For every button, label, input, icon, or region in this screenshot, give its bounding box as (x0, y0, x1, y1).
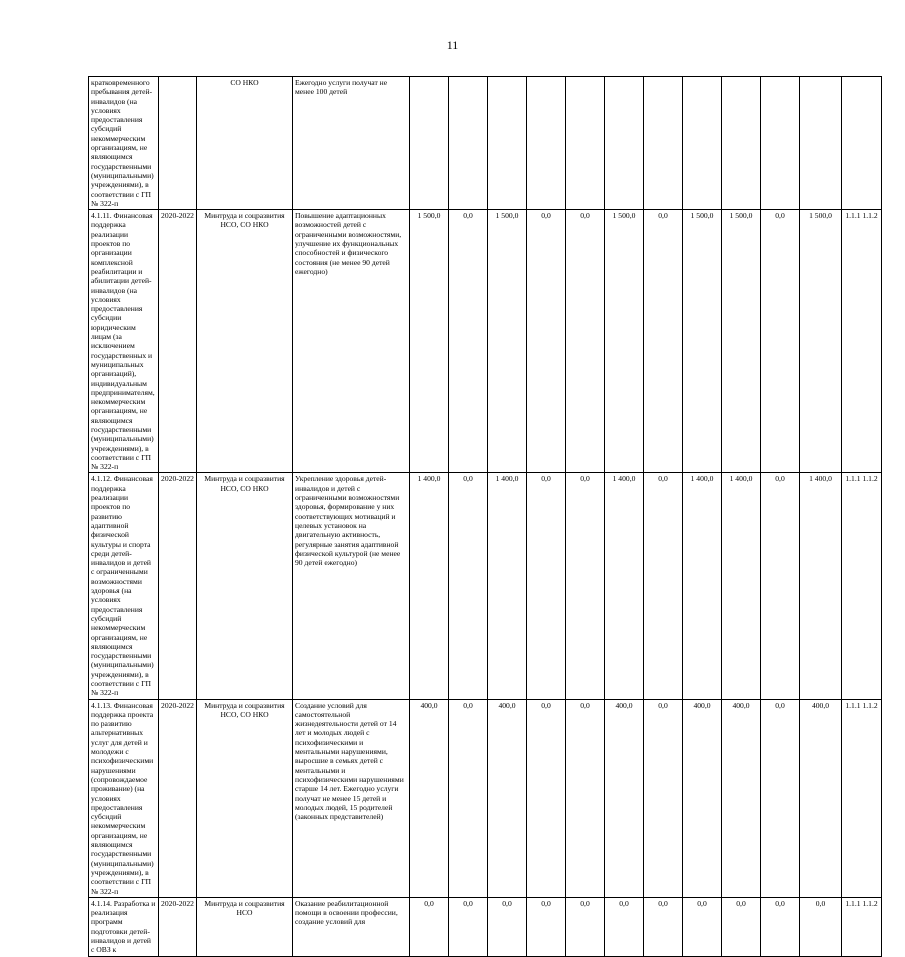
funding-value-cell: 0,0 (527, 473, 566, 699)
period-cell: 2020-2022 (159, 897, 197, 956)
funding-value-cell: 1 400,0 (800, 473, 842, 699)
funding-value-cell: 0,0 (761, 897, 800, 956)
expected-result-cell: Повышение адаптационных возможностей детей с ограниченными возможностями, улучшение их функциональных способностей и физического состояния (не менее 90 детей ежегодно) (293, 210, 410, 473)
indicator-cell: 1.1.1 1.1.2 (842, 699, 882, 897)
activity-description: кратковременного пребывания детей-инвалидов (на условиях предоставления субсидий некоммерческим организациям, не являющимся государственными (муниципальными) учреждениями), в соответствии с ГП № 322-п (89, 77, 159, 210)
funding-value-cell (488, 77, 527, 210)
funding-value-cell (566, 77, 605, 210)
funding-value-cell: 1 500,0 (683, 210, 722, 473)
funding-value-cell: 0,0 (566, 897, 605, 956)
period-cell (159, 77, 197, 210)
funding-value-cell: 400,0 (800, 699, 842, 897)
table-row (89, 77, 882, 210)
funding-value-cell: 0,0 (527, 699, 566, 897)
activity-description: 4.1.11. Финансовая поддержка реализации проектов по организации комплексной реабилитации и абилитации детей-инвалидов (на условиях предоставления субсидии юридическим лицам (за исключением государственных и муниципальных организаций), индивидуальным предпринимателям, некоммерческим организациям, не являющимся государственными (муниципальными) учреждениями), в соответствии с ГП № 322-п (89, 210, 159, 473)
funding-value-cell: 0,0 (566, 699, 605, 897)
funding-value-cell: 1 400,0 (605, 473, 644, 699)
executor-cell: СО НКО (197, 77, 293, 210)
funding-value-cell: 0,0 (449, 210, 488, 473)
funding-value-cell: 1 400,0 (683, 473, 722, 699)
funding-value-cell: 0,0 (449, 699, 488, 897)
funding-value-cell: 1 400,0 (410, 473, 449, 699)
expected-result-cell: Ежегодно услуги получат не менее 100 детей (293, 77, 410, 210)
funding-value-cell: 0,0 (527, 210, 566, 473)
funding-value-cell: 0,0 (644, 699, 683, 897)
indicator-cell: 1.1.1 1.1.2 (842, 473, 882, 699)
funding-value-cell: 0,0 (761, 210, 800, 473)
executor-cell: Минтруда и соцразвития НСО, СО НКО (197, 473, 293, 699)
executor-cell: Минтруда и соцразвития НСО, СО НКО (197, 699, 293, 897)
activity-description: 4.1.13. Финансовая поддержка проекта по развитию альтернативных услуг для детей и молодежи с психофизическими нарушениями (сопровождаемое проживание) (на условиях предоставления субсидий некоммерческим организациям, не являющимся государственными (муниципальными) учреждениями), в соответствии с ГП № 322-п (89, 699, 159, 897)
funding-value-cell: 0,0 (761, 473, 800, 699)
funding-value-cell: 0,0 (410, 897, 449, 956)
expected-result-cell: Укрепление здоровья детей-инвалидов и детей с ограниченными возможностями здоровья, формирование у них соответствующих мотиваций и целевых установок на двигательную активность, регулярные занятия адаптивной физической культурой (не менее 90 детей ежегодно) (293, 473, 410, 699)
funding-value-cell: 1 400,0 (488, 473, 527, 699)
funding-value-cell: 400,0 (488, 699, 527, 897)
funding-value-cell: 400,0 (605, 699, 644, 897)
period-cell: 2020-2022 (159, 699, 197, 897)
funding-value-cell: 400,0 (410, 699, 449, 897)
funding-value-cell (683, 77, 722, 210)
funding-value-cell: 1 500,0 (410, 210, 449, 473)
funding-value-cell: 1 500,0 (605, 210, 644, 473)
indicator-cell: 1.1.1 1.1.2 (842, 210, 882, 473)
funding-value-cell: 1 400,0 (722, 473, 761, 699)
funding-value-cell: 400,0 (722, 699, 761, 897)
funding-value-cell (800, 77, 842, 210)
funding-value-cell: 1 500,0 (800, 210, 842, 473)
activity-description: 4.1.12. Финансовая поддержка реализации проектов по развитию адаптивной физической культуры и спорта среди детей-инвалидов и детей с ограниченными возможностями здоровья (на условиях предоставления субсидий некоммерческим организациям, не являющимся государственными (муниципальными) учреждениями), в соответствии с ГП № 322-п (89, 473, 159, 699)
indicator-cell (842, 77, 882, 210)
funding-value-cell: 1 500,0 (488, 210, 527, 473)
table-row (89, 210, 882, 473)
funding-value-cell: 0,0 (488, 897, 527, 956)
funding-value-cell (605, 77, 644, 210)
activity-description: 4.1.14. Разработка и реализация программ подготовки детей-инвалидов и детей с ОВЗ к (89, 897, 159, 956)
table-row (89, 897, 882, 956)
expected-result-cell: Оказание реабилитационной помощи в освоении профессии, создание условий для (293, 897, 410, 956)
funding-value-cell (527, 77, 566, 210)
funding-value-cell: 0,0 (449, 473, 488, 699)
funding-value-cell: 0,0 (722, 897, 761, 956)
funding-value-cell (410, 77, 449, 210)
funding-value-cell (761, 77, 800, 210)
funding-value-cell (722, 77, 761, 210)
funding-value-cell: 0,0 (800, 897, 842, 956)
period-cell: 2020-2022 (159, 210, 197, 473)
expected-result-cell: Создание условий для самостоятельной жизнедеятельности детей от 14 лет и молодых людей с психофизическими и ментальными нарушениями, выросшие в семьях детей с ментальными и психофизическими нарушениями старше 14 лет. Ежегодно услуги получат не менее 15 детей и молодых людей, 15 родителей (законных представителей) (293, 699, 410, 897)
funding-value-cell: 0,0 (605, 897, 644, 956)
funding-value-cell: 1 500,0 (722, 210, 761, 473)
funding-value-cell: 0,0 (527, 897, 566, 956)
indicator-cell: 1.1.1 1.1.2 (842, 897, 882, 956)
funding-value-cell: 0,0 (644, 210, 683, 473)
funding-value-cell: 0,0 (566, 210, 605, 473)
funding-value-cell: 0,0 (644, 473, 683, 699)
table-row (89, 699, 882, 897)
funding-value-cell: 0,0 (644, 897, 683, 956)
funding-value-cell (449, 77, 488, 210)
period-cell: 2020-2022 (159, 473, 197, 699)
funding-value-cell (644, 77, 683, 210)
executor-cell: Минтруда и соцразвития НСО, СО НКО (197, 210, 293, 473)
funding-value-cell: 0,0 (761, 699, 800, 897)
activities-table (88, 76, 882, 957)
table-row (89, 473, 882, 699)
page-number: 11 (446, 38, 459, 52)
funding-value-cell: 0,0 (449, 897, 488, 956)
funding-value-cell: 0,0 (683, 897, 722, 956)
funding-value-cell: 0,0 (566, 473, 605, 699)
funding-value-cell: 400,0 (683, 699, 722, 897)
executor-cell: Минтруда и соцразвития НСО (197, 897, 293, 956)
